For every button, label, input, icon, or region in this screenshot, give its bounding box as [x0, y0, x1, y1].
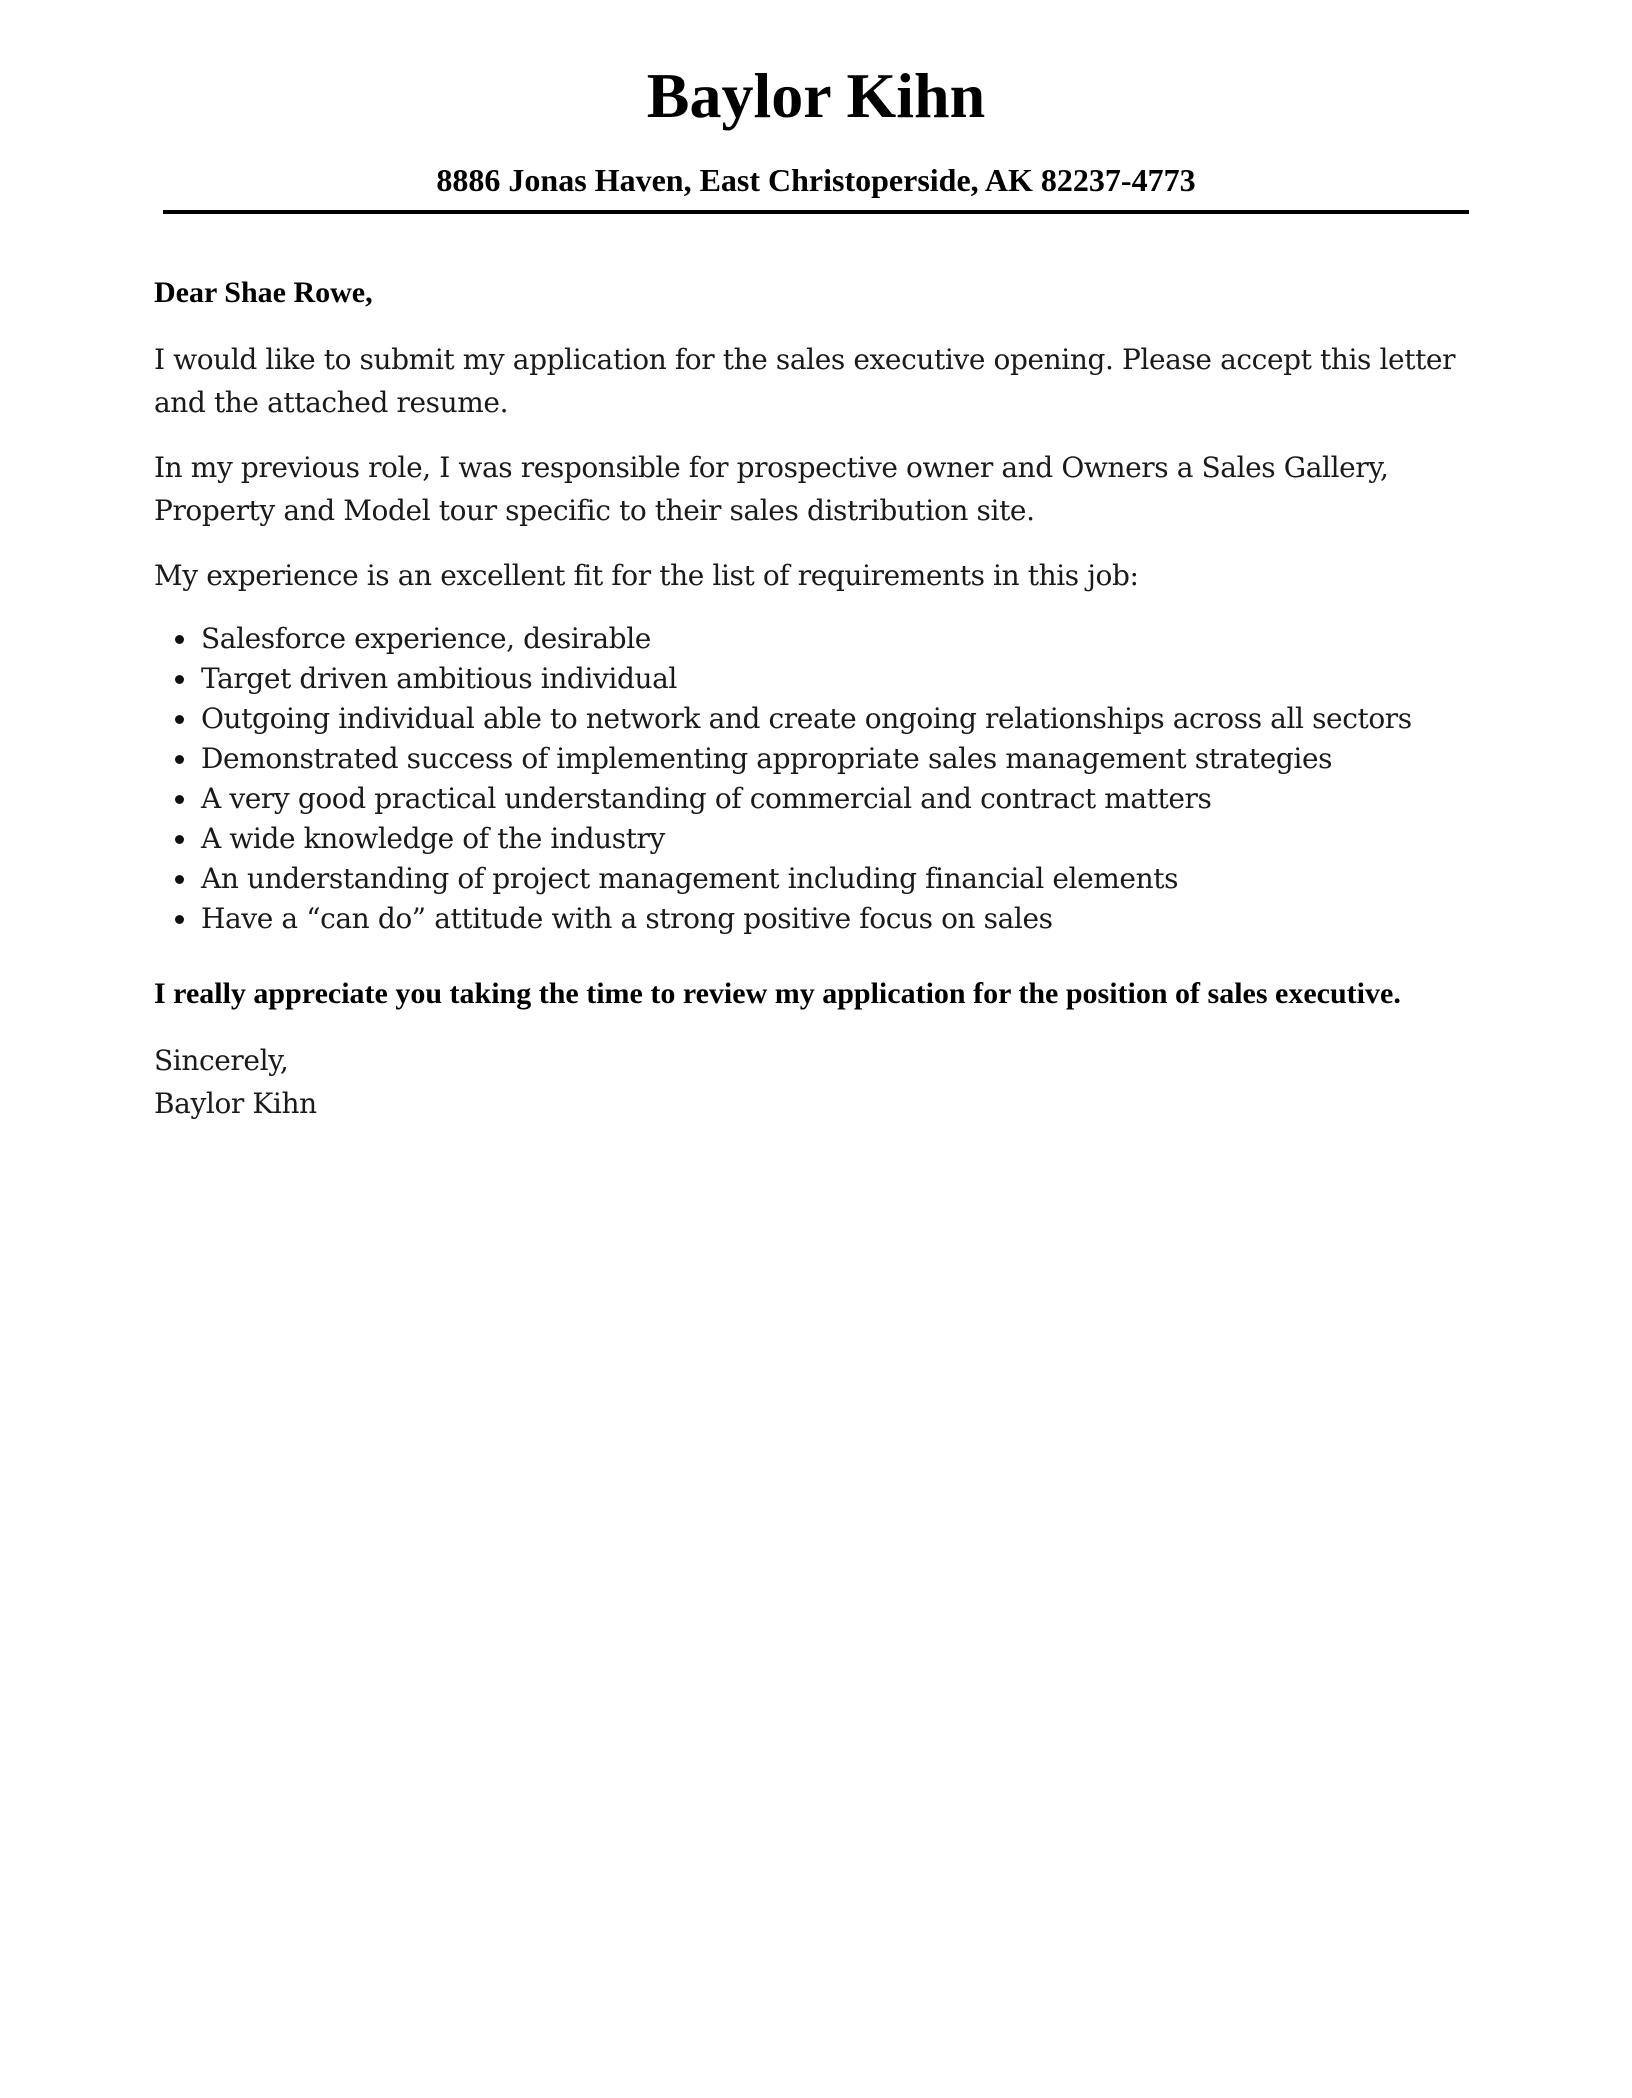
list-item-text: A wide knowledge of the industry	[201, 822, 665, 855]
bullet-icon	[175, 635, 184, 644]
bullet-icon	[175, 875, 184, 884]
list-item-text: Target driven ambitious individual	[201, 662, 677, 695]
list-item	[201, 699, 1474, 739]
requirements-intro: My experience is an excellent fit for the list of requirements in this job:	[154, 559, 1139, 592]
list-item	[201, 859, 1474, 899]
bullet-icon	[175, 755, 184, 764]
list-item	[201, 899, 1474, 939]
letter-body	[154, 270, 1474, 1125]
list-item-text: Have a “can do” attitude with a strong positive focus on sales	[201, 902, 1053, 935]
signoff: Sincerely,	[154, 1044, 289, 1077]
letter-header	[163, 56, 1469, 200]
header-divider	[163, 210, 1469, 214]
bullet-icon	[175, 675, 184, 684]
salutation: Dear Shae Rowe,	[154, 276, 373, 309]
list-item-text: Salesforce experience, desirable	[201, 622, 651, 655]
closing-statement: I really appreciate you taking the time to review my application for the position of sales executive.	[154, 977, 1401, 1010]
intro-paragraph: I would like to submit my application for the sales executive opening. Please accept this letter and the attached resume.	[154, 343, 1456, 419]
bullet-icon	[175, 795, 184, 804]
list-item-text: A very good practical understanding of commercial and contract matters	[201, 782, 1212, 815]
bullet-icon	[175, 715, 184, 724]
experience-paragraph: In my previous role, I was responsible for prospective owner and Owners a Sales Gallery, Property and Model tour specific to their sales distribution site.	[154, 451, 1389, 527]
requirements-list	[154, 619, 1474, 939]
list-item-text: An understanding of project management including financial elements	[201, 862, 1179, 895]
list-item-text: Demonstrated success of implementing appropriate sales management strategies	[201, 742, 1333, 775]
list-item	[201, 659, 1474, 699]
bullet-icon	[175, 835, 184, 844]
bullet-icon	[175, 915, 184, 924]
applicant-address: 8886 Jonas Haven, East Christoperside, AK 82237-4773	[436, 162, 1196, 198]
list-item-text: Outgoing individual able to network and create ongoing relationships across all sectors	[201, 702, 1412, 735]
signature-name: Baylor Kihn	[154, 1087, 317, 1120]
list-item	[201, 739, 1474, 779]
list-item	[201, 619, 1474, 659]
applicant-name: Baylor Kihn	[646, 60, 986, 131]
list-item	[201, 819, 1474, 859]
list-item	[201, 779, 1474, 819]
